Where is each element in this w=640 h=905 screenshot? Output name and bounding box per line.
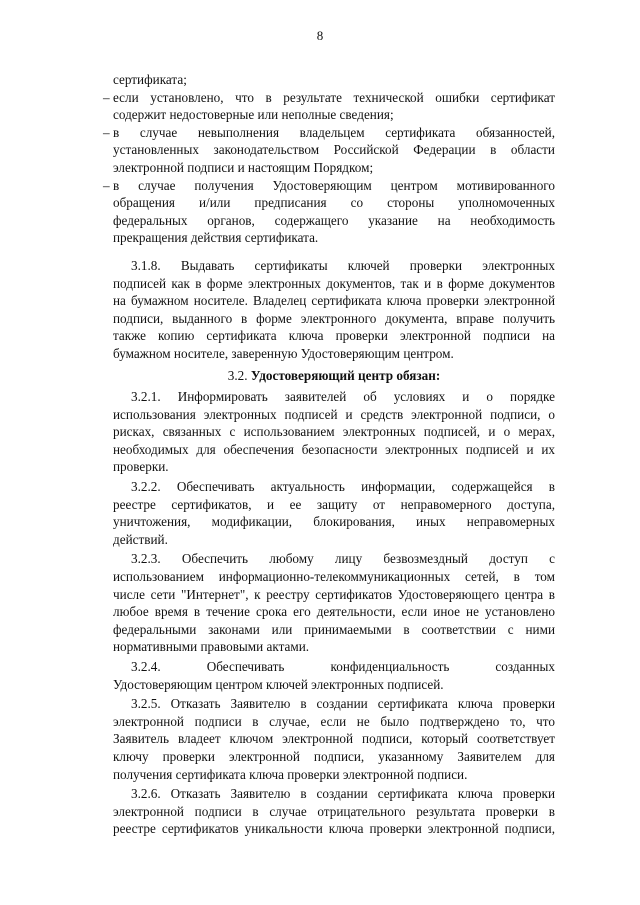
- paragraph: [113, 550, 555, 656]
- text-line: сертификата;: [113, 72, 187, 87]
- paragraph: [113, 388, 555, 476]
- text-line: необходимых для обеспечения безопасности электронных подписей и их: [113, 441, 555, 457]
- text-line: на бумажном носителе. Владелец сертификата ключа проверки электронной: [113, 293, 555, 309]
- dash-list-item: [103, 89, 555, 124]
- text-line: обращения и/или предписания со стороны уполномоченных: [113, 195, 555, 211]
- text-line: уничтожения, модификации, блокирования, иных неправомерных: [113, 514, 555, 530]
- text-line: в случае невыполнения владельцем сертификата обязанностей,: [113, 124, 555, 140]
- document-body: [103, 71, 555, 840]
- text-line: подписей как в форме электронных документов, так и в форме документов: [113, 275, 555, 291]
- dash-bullet: –: [103, 89, 110, 105]
- text-line: рисках, связанных с использованием электронных подписей, и о мерах,: [113, 424, 555, 440]
- text-line: реестре сертификатов уникальности ключа проверки электронной подписи,: [113, 821, 555, 837]
- text-line: в случае получения Удостоверяющим центром мотивированного: [113, 177, 555, 193]
- page-number: 8: [316, 28, 324, 43]
- text-line: действий.: [113, 531, 168, 547]
- text-line: подписи, выданного в форме электронного документа, вправе получить: [113, 310, 555, 326]
- text-line: ключу проверки электронной подписи, указанному Заявителем для: [113, 748, 555, 764]
- text-line: электронной подписи и настоящим Порядком;: [113, 159, 374, 175]
- text-line: проверки.: [113, 459, 169, 475]
- paragraph-gap: [113, 247, 555, 257]
- paragraph: [113, 658, 555, 693]
- text-line: установленных законодательством Российской Федерации в области: [113, 142, 555, 158]
- text-line: электронной подписи в случае, если не было подтверждено то, что: [113, 713, 555, 729]
- paragraph: [113, 257, 555, 363]
- section-heading: [113, 367, 555, 385]
- text-line: 3.2.3. Обеспечить любому лицу безвозмездный доступ с: [131, 551, 555, 567]
- text-line: электронной подписи в случае отрицательного результата проверки в: [113, 803, 555, 819]
- text-line: содержит недостоверные или неполные сведения;: [113, 107, 394, 123]
- text-line: федеральными законами или принимаемыми в соответствии с ними: [113, 621, 555, 637]
- text-line: 3.2.1. Информировать заявителей об условиях и о порядке: [131, 389, 555, 405]
- text-line: 3.2.4. Обеспечивать конфиденциальность созданных: [131, 659, 555, 674]
- text-line: 3.2.2. Обеспечивать актуальность информации, содержащейся в: [131, 479, 555, 495]
- text-line: 3.2.5. Отказать Заявителю в создании сертификата ключа проверки: [131, 696, 555, 712]
- section-number: 3.2.: [227, 367, 251, 383]
- section-title: Удостоверяющий центр обязан:: [250, 367, 441, 383]
- text-line: использованием информационно-телекоммуникационных сетей, в том: [113, 569, 555, 585]
- text-line: также копию сертификата ключа проверки электронной подписи на: [113, 328, 555, 344]
- dash-bullet: –: [103, 177, 110, 193]
- text-line: федеральных органов, содержащего указание на необходимость: [113, 212, 555, 228]
- text-line: если установлено, что в результате технической ошибки сертификат: [113, 89, 555, 105]
- text-line: получения сертификата ключа проверки электронной подписи.: [113, 766, 468, 782]
- text-line: Удостоверяющим центром ключей электронных подписей.: [113, 676, 444, 692]
- text-line: Заявитель владеет ключом электронной подписи, который соответствует: [113, 731, 555, 747]
- paragraph: [113, 785, 555, 838]
- dash-list-item: [103, 177, 555, 247]
- text-line: 3.1.8. Выдавать сертификаты ключей проверки электронных: [131, 257, 555, 273]
- dash-list-item: [103, 124, 555, 177]
- dash-bullet: –: [103, 124, 110, 140]
- paragraph: [113, 71, 555, 89]
- text-line: любое время в течение срока его деятельности, если иное не установлено: [113, 604, 555, 620]
- text-line: реестре сертификатов, и ее защиту от неправомерного доступа,: [113, 496, 555, 512]
- text-line: числе сети "Интернет", к реестру сертификатов Удостоверяющего центра в: [113, 586, 555, 602]
- paragraph: [113, 478, 555, 548]
- text-line: использования электронных подписей и средств электронной подписи, о: [113, 406, 555, 422]
- text-line: прекращения действия сертификата.: [113, 230, 319, 246]
- paragraph: [113, 695, 555, 783]
- text-line: 3.2.6. Отказать Заявителю в создании сертификата ключа проверки: [131, 786, 555, 802]
- text-line: бумажном носителе, заверенную Удостоверяющим центром.: [113, 345, 454, 361]
- text-line: нормативными правовыми актами.: [113, 639, 310, 655]
